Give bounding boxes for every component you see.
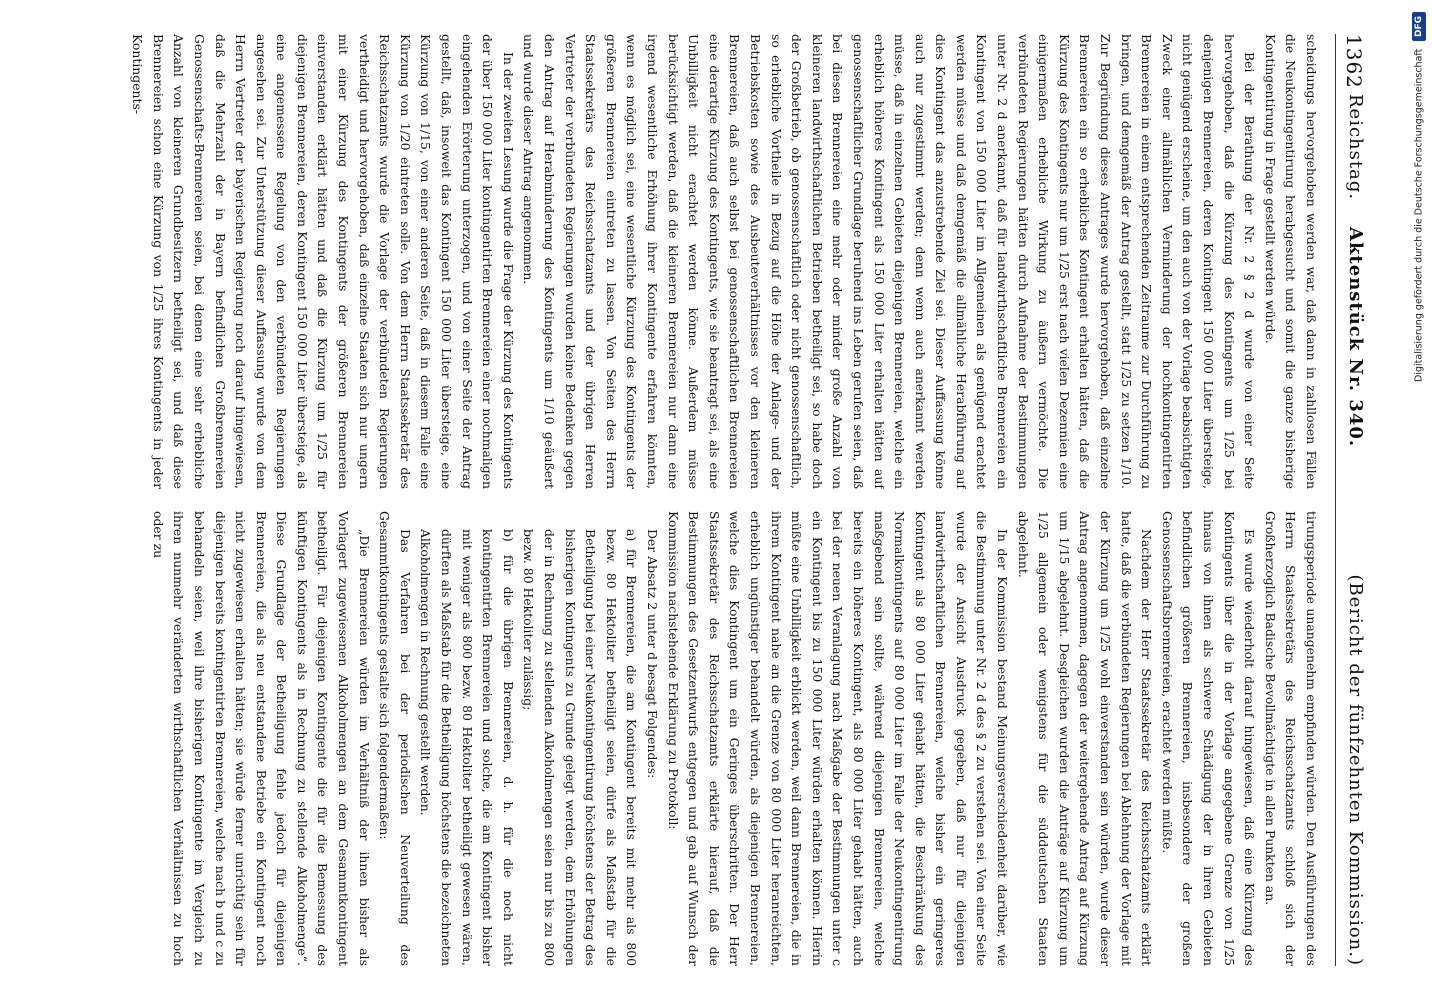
paragraph: „Die Brennereien würden im Verhältniß der ihnen bisher als Vorlagert zugewiesenen Alkoholmengen an dem Gesammtkontingent betheiligt. Für diejenigen Kontingente die für die Bemessung des künftigen Kontingents als in Rechnung zu stellende Alkoholmenge“. Diese Grundlage der Betheiligung fehle jedoch für diejenigen Brennereien, die als neu entstandene Betriebe ein Kontingent noch nicht zugewiesen erhalten hätten; sie würde ferner unrichtig sein für diejenigen bereits kontingentirten Brennereien, welche nach b und c zu behandeln seien, weil ihre bisherigen Kontingente im Vergleich zu ihren nunmehr veränderten wirthschaftlichen Verhältnissen zu hoch oder zu [150, 511, 372, 966]
header-left-title: Reichstag. [1345, 94, 1366, 201]
header-right-title: (Bericht der fünfzehnten Kommission.) [1345, 574, 1366, 966]
paragraph: tirungsperiode unangenehm empfinden würden. Den Ausführungen des Herrn Staatssekretärs des Reichsschatzamts schloß sich der Großherzoglich Badische Bevollmächtigte in allen Punkten an. [1262, 511, 1319, 966]
document-label: Aktenstück Nr. 340. [1345, 226, 1366, 448]
dfg-logo: DFG [1412, 12, 1426, 41]
page-header [1335, 34, 1370, 966]
column-left [31, 34, 1321, 489]
enumerated-list [415, 511, 642, 966]
list-item: b) für die übrigen Brennereien, d. h. für die noch nicht kontingentirten Brennereien und solche, die am Kontingent bisher mit weniger als 800 bezw. 80 Hektoliter betheiligt gewesen wären, dürften als Maßstab für die Betheiligung höchstens die bezeichneten Alkoholmengen in Rechnung gestellt werden. [418, 529, 516, 966]
paragraph: Das Verfahren bei der periodischen Neuverteilung des Gesammtkontingents gestalte sich folgendermaßen: [377, 511, 413, 966]
paragraph: Es wurde wiederholt darauf hingewiesen, daß eine Kürzung des Kontingents über die in der Vorlage angegebene Grenze von 1/25 hinaus von ihnen als schwere Schädigung der in ihren Gebieten befindlichen größeren Brennereien, insbesondere der großen Genossenschaftsbrennereien, erachtet werden müßte. [1159, 511, 1258, 966]
paragraph: Der Absatz 2 unter d besagt Folgendes: [645, 529, 660, 779]
header-title [1345, 94, 1366, 447]
page-number: 1362 [1342, 34, 1366, 89]
digitization-text: Digitalisierung gefördert durch die Deutsche Forschungsgemeinschaft [1413, 49, 1425, 383]
paragraph: Bei der Berathung der Nr. 2 § 2 d wurde von einer Seite hervorgehoben, daß die Kürzung des Kontingents um 1/25 bei denjenigen Brennereien, deren Kontingent 150 000 Liter übersteige, nicht genügend erscheine, um den auch von der Vorlage beabsichtigten Zweck einer allmählichen Verminderung der hochkontingentirten Brennereien in einem entsprechenden Zeitraume zur Durchführung zu bringen, und demgemäß der Antrag gestellt, statt 1/25 zu setzen 1/10. Zur Begründung dieses Antrages wurde hervorgehoben, daß einzelne Brennereien ein so erhebliches Kontingent erhalten hätten, daß die Kürzung des Kontingents nur um 1/25 erst nach vielen Dezennien eine einigermaßen erhebliche Wirkung zu äußern vermöchte. Die verbündeten Regierungen hätten durch Aufnahme der Bestimmungen unter Nr. 2 d anerkannt, daß für landwirthschaftliche Brennereien ein Kontingent von 150 000 Liter im Allgemeinen als genügend erachtet werden müsse und daß demgemäß die allmähliche Herabführung auf dies Kontingent das anzustrebende Ziel sei. Dieser Auffassung könne auch nur zugestimmt werden; denn wenn auch anerkannt werden müsse, daß in einzelnen Gebieten diejenigen Brennereien, welche ein erheblich höheres Kontingent als 150 000 Liter erhalten hätten auf genossenschaftlicher Grundlage beruhend ins Leben gerufen seien, daß bei diesen Brennereien eine mehr oder minder große Anzahl von kleineren landwirthschaftlichen Betrieben betheiligt sei, so habe doch der Großbetrieb, ob genossenschaftlich oder nicht genossenschaftlich, so erhebliche Vortheile in Bezug auf die Höhe der Anlage- und der Betriebskosten sowie des Ausbeuteverhältnisses vor den kleineren Brennereien, daß auch selbst bei genossenschaftlichen Brennereien eine derartige Kürzung des Kontingents, wie sie beantragt sei, als eine Unbilligkeit nicht erachtet werden könne. Außerdem müsse berücksichtigt werden, daß die kleineren Brennereien nur dann eine irgend wesentliche Erhöhung ihrer Kontingente erfahren könnten, wenn es möglich sei, eine wesentliche Kürzung des Kontingents der größeren Brennereien eintreten zu lassen. Von Seiten des Herrn Staatssekretärs des Reichsschatzamts und der übrigen Herren Vertreter der verbündeten Regierungen wurden keine Bedenken gegen den Antrag auf Herabminderung des Kontingents um 1/10 geäußert und wurde dieser Antrag angenommen. [521, 34, 1258, 489]
text-columns [31, 34, 1321, 966]
column-right [31, 511, 1321, 966]
paragraph: In der zweiten Lesung wurde die Frage der Kürzung des Kontingents der über 150 000 Liter kontingentirten Brennereien einer nochmaligen eingehenden Erörterung unterzogen, und von einer Seite der Antrag gestellt, daß, insoweit das Kontingent 150 000 Liter übersteige, eine Kürzung von 1/15, von einer anderen Seite, daß in diesem Falle eine Kürzung von 1/20 eintreten solle. Von dem Herrn Staatssekretär des Reichsschatzamts wurde die Vorlage der verbündeten Regierungen vertheidigt und hervorgehoben, daß einzelne Staaten sich nur ungern mit einer Kürzung des Kontingents der größeren Brennereien einverstanden erklärt hätten und daß die Kürzung um 1/25 für diejenigen Brennereien, deren Kontingent 150 000 Liter übersteige, als eine angemessene Regelung von den verbündeten Regierungen angesehen sei. Zur Unterstützung dieser Auffassung wurde von dem Herrn Vertreter der bayerischen Regierung noch darauf hingewiesen, daß die Mehrzahl der in Bayern befindlichen Großbrennereien Genossenschafts-Brennereien seien, bei denen eine sehr erhebliche Anzahl von kleineren Grundbesitzern betheiligt sei, und daß diese Brennereien schon eine Kürzung von 1/25 ihres Kontingents in jeder Kontingents- [130, 34, 516, 489]
list-item: a) für Brennereien, die am Kontingent bereits mit mehr als 800 bezw. 80 Hektoliter betheiligt seien, dürfe als Maßstab für die Betheiligung bei einer Neukontingentirung höchstens der Betrag des bisherigen Kontingents zu Grunde gelegt werden, dem Erhöhungen der in Rechnung zu stellenden Alkoholmengen seien nur bis zu 800 bezw. 80 Hektoliter zulässig; [521, 529, 640, 966]
paragraph: scheidungs hervorgehoben werden war, daß dann in zahllosen Fällen die Neukontingentirung herabgesucht und somit die ganze bisherige Kontingentirung in Frage gestellt werden würde. [1262, 34, 1319, 489]
paragraph: Nachdem der Herr Staatssekretär des Reichsschatzamts erklärt hatte, daß die verbündeten Regierungen bei Ablehnung der Vorlage mit der Kürzung um 1/25 wohl einverstanden sein würden, wurde dieser Antrag angenommen, dagegen der weitergehende Antrag auf Kürzung um 1/15 abgelehnt. Desgleichen wurden die Anträge auf Kürzung um 1/25 allgemein oder wenigstens für die süddeutschen Staaten abgelehnt. [1015, 511, 1155, 966]
digitization-note [1408, 12, 1430, 988]
paragraph: In der Kommission bestand Meinungsverschiedenheit darüber, wie die Bestimmung unter Nr. 2 d des § 2 zu verstehen sei. Von einer Seite wurde der Ansicht Ausdruck gegeben, daß nur für diejenigen landwirthschaftlichen Brennereien, welche bisher ein geringeres Kontingent als 80 000 Liter gehabt hätten, die Beschränkung des Normalkontingents auf 80 000 Liter im Falle der Neukontingentirung maßgebend sein sollte, während diejenigen Brennereien, welche bereits ein höheres Kontingent, als 80 000 Liter gehabt hätten, auch bei der neuen Veranlagung nach Maßgabe der Bestimmungen unter c ein Kontingent bis zu 150 000 Liter würden erhalten können. Hierin müßte eine Unbilligkeit erblickt werden, weil dann Brennereien, die in ihrem Kontingent nahe an die Grenze von 80 000 Liter heranreichten, erheblich ungünstiger behandelt würden, als diejenigen Brennereien, welche dies Kontingent um ein Geringes überschritten. Der Herr Staatssekretär des Reichsschatzamts erklärte hierauf, daß die Bestimmungen des Gesetzentwurfs entgegen und gab auf Wunsch der Kommission nachstehende Erklärung zu Protokoll: [665, 511, 1011, 966]
